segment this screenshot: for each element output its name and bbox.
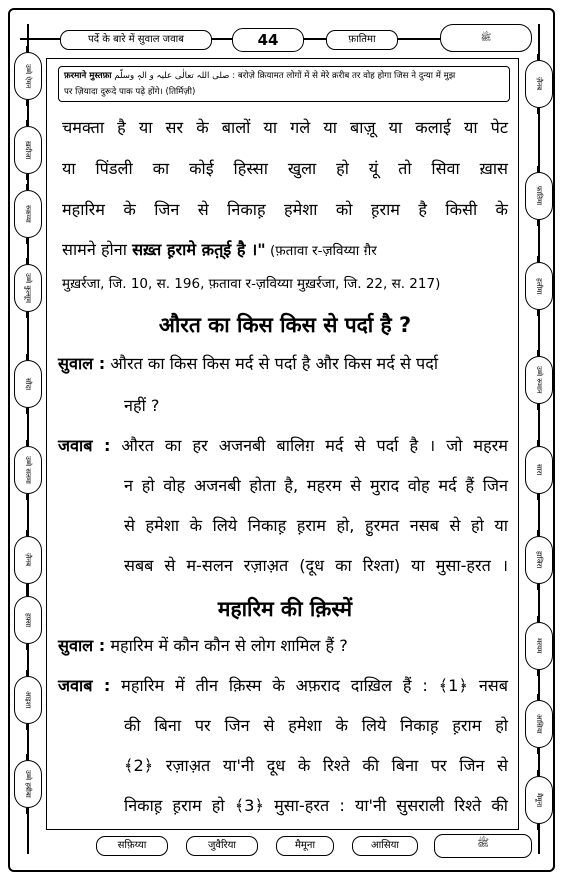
question-line [58,636,504,656]
footer-name: सफ़िय्या [96,836,168,856]
body-line [62,240,508,261]
body-line: या पिंडली का कोई हिस्सा खुला हो यूं तो सिवा ख़ास [62,159,508,178]
text-span: महारिम में तीन क़िस्म के अफ़राद दाख़िल हैं : ﴾1﴿ नसब [110,676,508,695]
answer-line: की बिना पर जिन से हमेशा के लिये निकाह़ ह़राम हो [124,716,508,735]
header-rule [396,38,440,40]
side-ornament-left: हफ़्सा [14,596,42,644]
quote-arabic: صلی اللہ تعالٰی علیہ و الہٖ وسلّم [114,71,230,81]
calligraphy-logo: ﷺ [440,24,532,52]
reference-text: (फ़तावा र-ज़विय्या ग़ैर [265,243,377,259]
side-ornament-left: उम्मे हबीबा [14,760,42,808]
answer-label: जवाब : [58,676,111,695]
side-ornament-right: उम्मे रूमान [525,356,553,404]
side-ornament-right: ज़ैनब [525,60,553,108]
text-span: महारिम में कौन कौन से लोग शामिल हैं ? [105,636,348,655]
answer-line: न हो वोह अजनबी होता है, महरम से मुराद वोह मर्द हैं जिन [124,476,508,495]
side-ornament-right: मरयम [525,622,553,670]
quote-label: फ़रमाने मुस्तफ़ा [64,71,112,81]
header-rule [210,38,232,40]
side-ornament-left: सौदा [14,360,42,408]
page-number: 44 [232,28,304,52]
text-span: औरत का किस किस मर्द से पर्दा है और किस मर्द से पर्दा [105,354,439,373]
book-title: पर्दे के बारे में सुवाल जवाब [60,30,212,50]
answer-line: निकाह़ ह़राम हो ﴾3﴿ मुसा-हरत : या'नी सुसराली रिश्ते की [124,796,508,815]
answer-label: जवाब : [58,436,111,455]
side-ornament-left: ख़दीजा [14,126,42,174]
section-heading: महारिम की क़िस्में [217,597,353,621]
side-ornament-left: उम्मे कुल्सूम [14,264,42,312]
side-ornament-left: उम्मे सलमा [14,446,42,494]
footer-name: मैमूना [276,836,334,856]
side-ornament-left: आइशा [14,676,42,724]
section-heading: औरत का किस किस से पर्दा है ? [158,313,412,337]
side-ornament-right: आसिया [525,700,553,748]
question-label: सुवाल : [58,636,106,655]
side-ornament-left: रुक़य्या [14,190,42,238]
answer-line [58,676,508,696]
side-ornament-left: उम्मे ऐमन [14,52,42,100]
body-line: महारिम के जिन से निकाह़ हमेशा को ह़राम है किसी के [62,200,508,219]
quote-text-2: पर ज़ियादा दुरूदे पाक पढ़े होंगे। (तिर्मिज़ी) [64,87,196,97]
question-line [58,354,504,374]
answer-line: से हमेशा के लिये निकाह़ ह़राम हो, हु़रमत नसब से हो या [124,516,508,535]
text-span: सामने होना [62,240,133,259]
footer-logo: ﷺ [434,834,532,858]
header-rule [20,38,60,40]
side-ornament-right: सारा [525,446,553,494]
header-rule [302,38,326,40]
hadith-quote-box [58,66,510,102]
side-ornament-left: ज़ैनब [14,536,42,584]
reference-line: मुख़र्रजा, जि. 10, स. 196, फ़तावा र-ज़विय्या मुख़र्रजा, जि. 22, स. 217) [62,276,441,292]
footer-name: आसिया [352,836,418,856]
emphasis-text: सख़्त ह़रामे क़त़्ई है ।" [132,240,266,259]
quote-text: : बरोज़े क़ियामत लोगों में से मेरे क़रीब तर वोह होगा जिस ने दुन्या में मुझ [232,71,456,81]
footer-name: जुवैरिया [186,836,258,856]
body-line: चमक्ता है या सर के बालों या गले या बाज़ू या कलाई या पेट [62,118,508,137]
side-ornament-right: हलीमा [525,262,553,310]
side-ornament-right: हाजिरा [525,536,553,584]
question-line: नहीं ? [124,396,160,415]
text-span: औरत का हर अजनबी बालिग़ मर्द से पर्दा है । जो महरम [110,436,508,455]
header-name: फ़ातिमा [326,30,398,50]
answer-line [58,436,508,456]
question-label: सुवाल : [58,354,106,373]
side-ornament-right: फ़ातिमा [525,172,553,220]
answer-line: ﴾2﴿ रज़ाअ़त या'नी दूध के रिश्ते की बिना पर जिन से [124,756,508,775]
side-ornament-right: मैमूना [525,776,553,824]
answer-line: सबब से म-सलन रज़ाअ़त (दूध का रिश्ता) या मुसा-हरत । [124,556,508,575]
